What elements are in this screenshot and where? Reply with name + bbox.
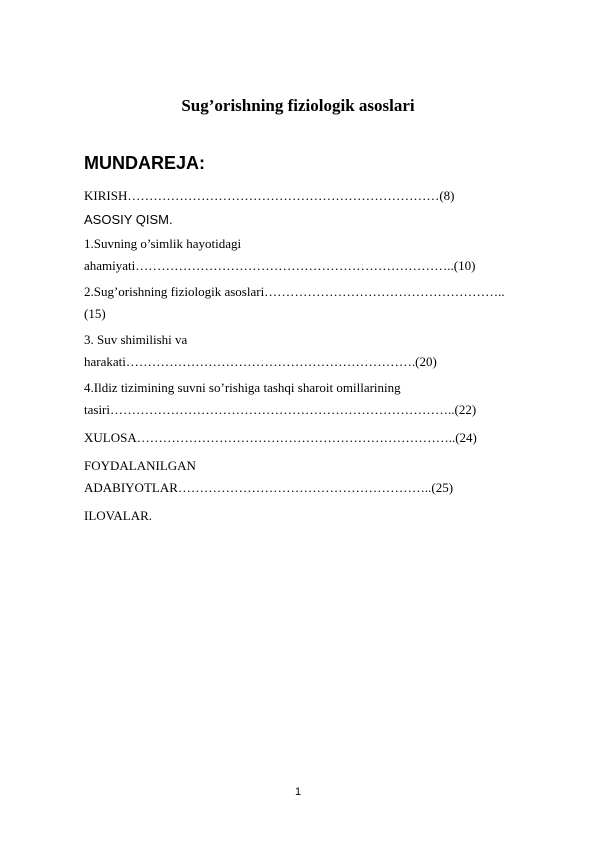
- page-number: 1: [294, 786, 302, 798]
- toc-entry-ilovalar: ILOVALAR.: [84, 508, 153, 523]
- toc-entry-4-line2: tasiri……………………………………………………………………..(22): [84, 402, 477, 417]
- toc-entry-2-line1: 2.Sug’orishning fiziologik asoslari………………………………………………..: [84, 284, 505, 299]
- toc-entry-kirish: KIRISH………………………………………………………………(8): [84, 188, 455, 203]
- document-title: Sug’orishning fiziologik asoslari: [181, 96, 415, 115]
- toc-entry-asosiy-qism: ASOSIY QISM.: [84, 212, 173, 227]
- toc-entry-2-line2: (15): [84, 306, 106, 321]
- toc-entry-1-line2: ahamiyati………………………………………………………………..(10): [84, 258, 476, 273]
- toc-entry-xulosa: XULOSA………………………………………………………………..(24): [84, 430, 477, 445]
- toc-entry-foydalanilgan-line1: FOYDALANILGAN: [84, 458, 196, 473]
- toc-entry-foydalanilgan-line2: ADABIYOTLAR…………………………………………………..(25): [84, 480, 454, 495]
- toc-entry-4-line1: 4.Ildiz tizimining suvni so’rishiga tashqi sharoit omillarining: [84, 380, 401, 395]
- toc-entry-3-line1: 3. Suv shimilishi va: [84, 332, 188, 347]
- contents-heading: MUNDAREJA:: [84, 153, 205, 173]
- toc-entry-3-line2: harakati………………………………………………………….(20): [84, 354, 437, 369]
- toc-entry-1-line1: 1.Suvning o’simlik hayotidagi: [84, 236, 242, 251]
